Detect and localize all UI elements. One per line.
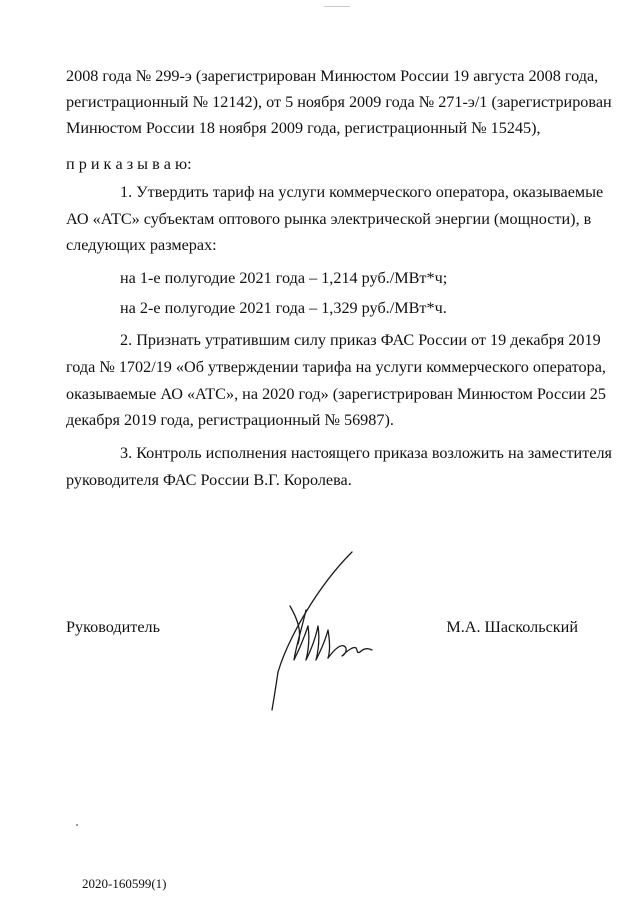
item1-line-3: следующих размерах: xyxy=(66,236,217,254)
item2-line-3: оказываемые АО «АТС», на 2020 год» (зарегистрирован Минюстом России 25 xyxy=(66,385,606,403)
intro-line-1: 2008 года № 299-э (зарегистрирован Минюстом России 19 августа 2008 года, xyxy=(66,67,599,85)
intro-line-3: Минюстом России 18 ноября 2009 года, регистрационный № 15245), xyxy=(66,119,541,137)
signatory-title: Руководитель xyxy=(66,618,161,636)
scan-dot xyxy=(76,824,78,826)
tariff-second-half: на 2-е полугодие 2021 года – 1,329 руб./МВт*ч. xyxy=(120,299,447,317)
item2-line-1: 2. Признать утратившим силу приказ ФАС России от 19 декабря 2019 xyxy=(120,331,601,349)
item3-line-2: руководителя ФАС России В.Г. Королева. xyxy=(66,471,352,489)
prikazyvayu-heading: п р и к а з ы в а ю: xyxy=(66,155,192,173)
tariff-first-half: на 1-е полугодие 2021 года – 1,214 руб./МВт*ч; xyxy=(120,269,448,287)
scan-mark-top xyxy=(324,6,350,7)
footer-document-code: 2020-160599(1) xyxy=(82,876,167,891)
signatory-name: М.А. Шаскольский xyxy=(446,618,578,636)
item1-line-1: 1. Утвердить тариф на услуги коммерческого оператора, оказываемые xyxy=(120,183,604,201)
item1-line-2: АО «АТС» субъектам оптового рынка электрической энергии (мощности), в xyxy=(66,210,592,228)
intro-line-2: регистрационный № 12142), от 5 ноября 2009 года № 271-э/1 (зарегистрирован xyxy=(66,93,612,111)
item3-line-1: 3. Контроль исполнения настоящего приказа возложить на заместителя xyxy=(120,444,612,462)
item2-line-2: года № 1702/19 «Об утверждении тарифа на услуги коммерческого оператора, xyxy=(66,358,606,376)
handwritten-signature xyxy=(268,548,378,718)
item2-line-4: декабря 2019 года, регистрационный № 56987). xyxy=(66,411,394,429)
